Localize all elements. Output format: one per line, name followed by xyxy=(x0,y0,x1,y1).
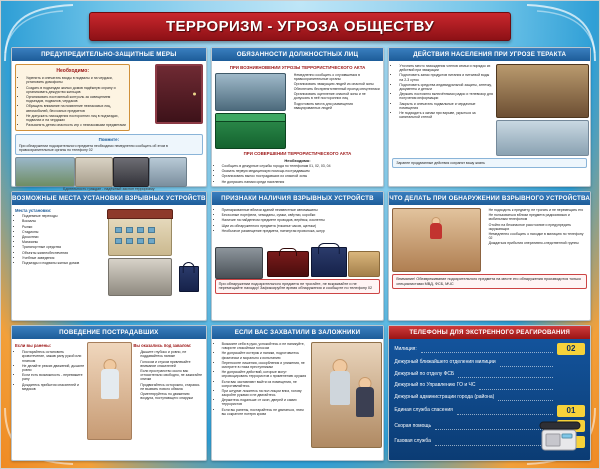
list-item: • Подготовить средства индивидуальной защиты, аптечку, документы и деньги xyxy=(399,83,493,91)
list-item: • Организовать вынос пострадавших из опасной зоны xyxy=(222,174,381,178)
card-preventive-body xyxy=(12,61,206,195)
list-item: • Вокзалы xyxy=(22,219,103,223)
victims-subhead-1: Если вы ранены: xyxy=(15,343,52,348)
list-item: • Переносите лишения, оскорбления и унижения, не смотрите в глаза преступникам xyxy=(222,361,309,369)
phone-label: Милиция: xyxy=(394,345,417,352)
window-shape xyxy=(126,227,133,233)
list-item: • Бесхозные портфели, чемоданы, сумки, свёртки, коробки xyxy=(222,213,381,217)
man-with-phone-photo xyxy=(392,208,480,272)
card-victims-body xyxy=(12,339,206,460)
whattodo-warning: Внимание! Обезвреживание подозрительного предмета на месте его обнаружения производится только специалистами МВД, ФСБ, МЧС xyxy=(392,274,587,289)
phone-dots xyxy=(479,382,553,390)
card-phones xyxy=(388,325,591,461)
list-item: • Подготовить места для размещения эвакуированных людей xyxy=(294,102,381,110)
list-item: • Обращать внимание на появление незнакомых лиц, автомобилей, бесхозных предметов xyxy=(26,104,126,112)
phone-row xyxy=(394,382,585,390)
window-shape xyxy=(148,238,155,244)
phone-row xyxy=(394,359,585,367)
window-shape xyxy=(115,238,122,244)
telephone-icon xyxy=(538,418,584,454)
yard-photo xyxy=(15,157,75,187)
list-item: • Разъяснять детям опасность игр с незнакомыми предметами xyxy=(26,123,126,127)
window-shape xyxy=(115,227,122,233)
list-item: • Создать в подъездах жилых домов надёжную охрану и организовать дежурство жильцов xyxy=(26,86,126,94)
injured-person-photo xyxy=(87,342,132,440)
list-item: • Не пользоваться вблизи предмета радиосвязью и мобильным телефоном xyxy=(489,213,587,221)
list-item: • Дышите глубоко и ровно, не поддавайтесь панике xyxy=(140,350,202,358)
card-phones-title: ТЕЛЕФОНЫ ДЛЯ ЭКСТРЕННОГО РЕАГИРОВАНИЯ xyxy=(389,326,590,339)
person-figure xyxy=(355,377,375,425)
list-item: • Сообщить в дежурные службы города по телефонам 01, 02, 03, 04 xyxy=(222,164,381,168)
card-hostage-title: ЕСЛИ ВАС ЗАХВАТИЛИ В ЗАЛОЖНИКИ xyxy=(212,326,384,339)
list-item: • Обеспечить беспрепятственный проезд спецтехники xyxy=(294,87,381,91)
list-item: • Подъезды и подвалы жилых домов xyxy=(22,261,103,265)
room-window-photo xyxy=(496,64,589,118)
card-actions-body xyxy=(389,61,590,186)
list-item: • Шум из обнаруженного предмета (тиканье часов, щелчки) xyxy=(222,224,381,228)
list-item: • Постарайтесь остановить кровотечение, зажав рану рукой или платком xyxy=(22,350,84,363)
hostage-list xyxy=(215,342,309,416)
list-item: • Если вас заставляют выйти из помещения, не сопротивляйтесь xyxy=(222,380,309,388)
list-item: • Держать постоянно включёнными радио и телевизор для получения информации xyxy=(399,92,493,100)
list-item: • Отойти на безопасное расстояние и предупредить окружающих xyxy=(489,223,587,231)
phone-number: 01 xyxy=(557,405,585,417)
duties-subhead-2b: Необходимо: xyxy=(284,158,311,163)
duties-subhead-1: ПРИ ВОЗНИКНОВЕНИИ УГРОЗЫ ТЕРРОРИСТИЧЕСКОГО АКТА xyxy=(229,65,366,70)
person-figure xyxy=(99,359,121,409)
list-item: • Стадионы xyxy=(22,230,103,234)
list-item: • Если пространство около вас относительно свободно, не зажигайте спички xyxy=(140,369,202,382)
list-item: • Укрепить и опечатать входы в подвалы и на чердаки, установить домофоны xyxy=(26,76,126,84)
card-places-title: ВОЗМОЖНЫЕ МЕСТА УСТАНОВКИ ВЗРЫВНЫХ УСТРОЙСТВ xyxy=(12,192,206,205)
signs-list xyxy=(215,208,381,233)
list-item: • Уточнить место нахождения членов семьи и порядок их действий при эвакуации xyxy=(399,64,493,72)
card-preventive xyxy=(11,47,207,192)
phone-row xyxy=(394,343,585,355)
phone-label: Скорая помощь xyxy=(394,422,432,429)
preventive-note-title: Помните: xyxy=(98,137,120,143)
list-item: • Подготовить запас продуктов питания и питьевой воды на 2-3 суток xyxy=(399,73,493,81)
poster-title xyxy=(89,12,511,41)
card-victims xyxy=(11,325,207,461)
phone-dots xyxy=(500,359,553,367)
phone-label: Дежурный по отделу ФСБ xyxy=(394,370,455,377)
list-item: • Ориентируйтесь по движению воздуха, поступающего снаружи xyxy=(140,392,202,400)
victims-list-2 xyxy=(133,350,202,400)
victims-subhead-2: Вы оказались под завалом: xyxy=(133,343,192,348)
preventive-caption: Бдительность граждан - надёжный заслон терроризму xyxy=(63,187,155,192)
list-item: • Не допускать нахождения посторонних лиц в подъездах, подвалах и на чердаках xyxy=(26,114,126,122)
card-actions xyxy=(388,47,591,187)
list-item: • Если есть возможность - перевяжите рану xyxy=(22,373,84,381)
list-item: • Дождаться прибытия оперативно-следственной группы xyxy=(489,241,587,245)
list-item: • Немедленно сообщить о случившемся в правоохранительные органы xyxy=(294,73,381,81)
list-item: • Продвигайтесь осторожно, стараясь не вызвать нового обвала xyxy=(140,383,202,391)
person-body xyxy=(101,369,119,399)
phone-number: 02 xyxy=(557,343,585,355)
actions-caption: Заранее продуманные действия сохранят вашу жизнь xyxy=(396,161,485,165)
phone-row xyxy=(394,405,585,417)
list-item: • Держитесь подальше от окон, дверей и самих террористов xyxy=(222,398,309,406)
phone-dots xyxy=(498,393,553,401)
list-item: • Оказать первую медицинскую помощь пострадавшим xyxy=(222,169,381,173)
list-item: • Не подходить к предмету, не трогать и не перемещать его xyxy=(489,208,587,212)
card-signs-title: ПРИЗНАКИ НАЛИЧИЯ ВЗРЫВНЫХ УСТРОЙСТВ xyxy=(212,192,384,205)
cards-grid xyxy=(11,47,591,459)
card-whattodo-title: ЧТО ДЕЛАТЬ ПРИ ОБНАРУЖЕНИИ ВЗРЫВНОГО УСТРОЙСТВА xyxy=(389,192,590,205)
phone-dots xyxy=(457,407,553,415)
box-photo xyxy=(348,251,380,277)
list-item: • Дискотеки xyxy=(22,235,103,239)
phone-dots xyxy=(458,370,553,378)
person-body xyxy=(356,387,374,417)
person-body xyxy=(430,223,442,239)
suspicious-bag-icon xyxy=(179,266,199,292)
list-item: • Не допускайте действий, которые могут спровоцировать террористов к применению оружия xyxy=(222,370,309,378)
preventive-subhead: Необходимо: xyxy=(56,68,90,74)
bag-on-bench-photo xyxy=(215,73,286,111)
list-item: • Рынки xyxy=(22,225,103,229)
entrance-door-image xyxy=(155,64,203,124)
list-item: • Учебные заведения xyxy=(22,256,103,260)
red-case-photo xyxy=(267,251,309,277)
card-hostage-body xyxy=(212,339,384,460)
card-places xyxy=(11,191,207,321)
phone-label: Единая служба спасения xyxy=(394,407,453,414)
phone-label: Газовая служба xyxy=(394,438,431,445)
hostage-photo xyxy=(311,342,382,448)
list-item: • Закрыть и опечатать подвальные и чердачные помещения xyxy=(399,102,493,110)
window-shape xyxy=(137,227,144,233)
duties-subhead-2: ПРИ СОВЕРШЕНИИ ТЕРРОРИСТИЧЕСКОГО АКТА xyxy=(243,150,352,156)
phone-dots xyxy=(435,438,553,446)
poster-title-text: ТЕРРОРИЗМ - УГРОЗА ОБЩЕСТВУ xyxy=(165,18,435,35)
card-signs-body xyxy=(212,205,384,320)
card-phones-body xyxy=(389,339,590,460)
places-list xyxy=(15,214,103,265)
victims-list-1 xyxy=(15,350,84,391)
list-item: • Транспортные средства xyxy=(22,245,103,249)
list-item: • Наличие на найденном предмете проводов, верёвок, изоленты xyxy=(222,218,381,222)
person-figure xyxy=(329,359,351,415)
list-item: • Необычное размещение предмета, натянутая проволока, шнур xyxy=(222,229,381,233)
intercom-photo xyxy=(75,157,113,187)
list-item: • Организовать оцепление опасной зоны и не допускать в неё посторонних лиц xyxy=(294,92,381,100)
card-places-body xyxy=(12,205,206,320)
preventive-list xyxy=(19,76,126,127)
card-whattodo-body xyxy=(389,205,590,320)
actions-list xyxy=(392,64,493,119)
phone-label: Дежурный по Управлению ГО и ЧС xyxy=(394,382,476,389)
window-shape xyxy=(126,238,133,244)
window-shape xyxy=(137,238,144,244)
list-item: • Магазины xyxy=(22,240,103,244)
building-illustration xyxy=(108,214,172,256)
phone-label: Дежурный ближайшего отделения милиции xyxy=(394,359,496,366)
preventive-note: При обнаружении подозрительного предмета необходимо немедленно сообщить об этом в правоохранительные органы по телефону 02 xyxy=(19,143,168,152)
list-item: • При штурме ложитесь на пол лицом вниз, голову закройте руками и не двигайтесь xyxy=(222,389,309,397)
list-item: • Возьмите себя в руки, успокойтесь и не паникуйте, говорите спокойным голосом xyxy=(222,342,309,350)
supplies-photo xyxy=(496,120,589,156)
card-duties-title: ОБЯЗАННОСТИ ДОЛЖНОСТНЫХ ЛИЦ xyxy=(212,48,384,61)
signs-warning: При обнаружении подозрительного предмета не трогайте, не вскрывайте и не перемещайте находку! Зафиксируйте время обнаружения и сообщите по телефону 02 xyxy=(215,279,381,294)
trash-bin-photo xyxy=(215,113,286,149)
places-list-title: Места установки: xyxy=(15,208,52,213)
phone-dots xyxy=(421,345,553,353)
phone-row xyxy=(394,393,585,401)
keypad-photo xyxy=(113,157,149,187)
card-victims-title: ПОВЕДЕНИЕ ПОСТРАДАВШИХ xyxy=(12,326,206,339)
list-item: • Голосом и стуком привлекайте внимание спасателей xyxy=(140,360,202,368)
roof-shape xyxy=(107,209,173,219)
list-item: • Не допускать паники среди населения xyxy=(222,180,381,184)
list-item: • Не делайте резких движений, дышите ровно xyxy=(22,364,84,372)
dark-bag-photo xyxy=(311,247,347,277)
list-item: • Объекты жизнеобеспечения xyxy=(22,251,103,255)
card-duties xyxy=(211,47,385,187)
list-item: • Если вы ранены, постарайтесь не двигаться, этим вы сократите потерю крови xyxy=(222,408,309,416)
suitcase-photo xyxy=(215,247,263,279)
duties-list-1 xyxy=(287,73,381,111)
list-item: • Организовать постоянный контроль за освещением подъездов, подвалов, чердаков xyxy=(26,95,126,103)
person-figure xyxy=(426,217,446,257)
card-preventive-title: ПРЕДУПРЕДИТЕЛЬНО-ЗАЩИТНЫЕ МЕРЫ xyxy=(12,48,206,61)
window-shape xyxy=(148,227,155,233)
phone-label: Дежурный администрации города (района) xyxy=(394,393,495,400)
duties-list-2 xyxy=(215,164,381,184)
card-hostage xyxy=(211,325,385,461)
list-item: • Немедленно сообщить о находке в милицию по телефону 02 xyxy=(489,232,587,240)
list-item: • Организовать эвакуацию людей из опасной зоны xyxy=(294,82,381,86)
phone-row xyxy=(394,370,585,378)
whattodo-list xyxy=(482,208,587,246)
list-item: • Припаркованные вблизи зданий неизвестные автомашины xyxy=(222,208,381,212)
card-duties-body xyxy=(212,61,384,188)
list-item: • Подземные переходы xyxy=(22,214,103,218)
card-signs xyxy=(211,191,385,321)
phone-dots xyxy=(435,422,553,430)
list-item: • Не подходить к окнам при взрыве, укрыться за капитальной стеной xyxy=(399,111,493,119)
underground-passage-photo xyxy=(108,258,172,296)
cctv-photo xyxy=(149,157,187,187)
person-body xyxy=(330,371,350,405)
card-actions-title: ДЕЙСТВИЯ НАСЕЛЕНИЯ ПРИ УГРОЗЕ ТЕРАКТА xyxy=(389,48,590,61)
list-item: • Не допускайте истерик и паники, подготовьтесь физически и морально к испытанию xyxy=(222,351,309,359)
list-item: • Дождитесь прибытия спасателей и медиков xyxy=(22,383,84,391)
card-whattodo xyxy=(388,191,591,321)
